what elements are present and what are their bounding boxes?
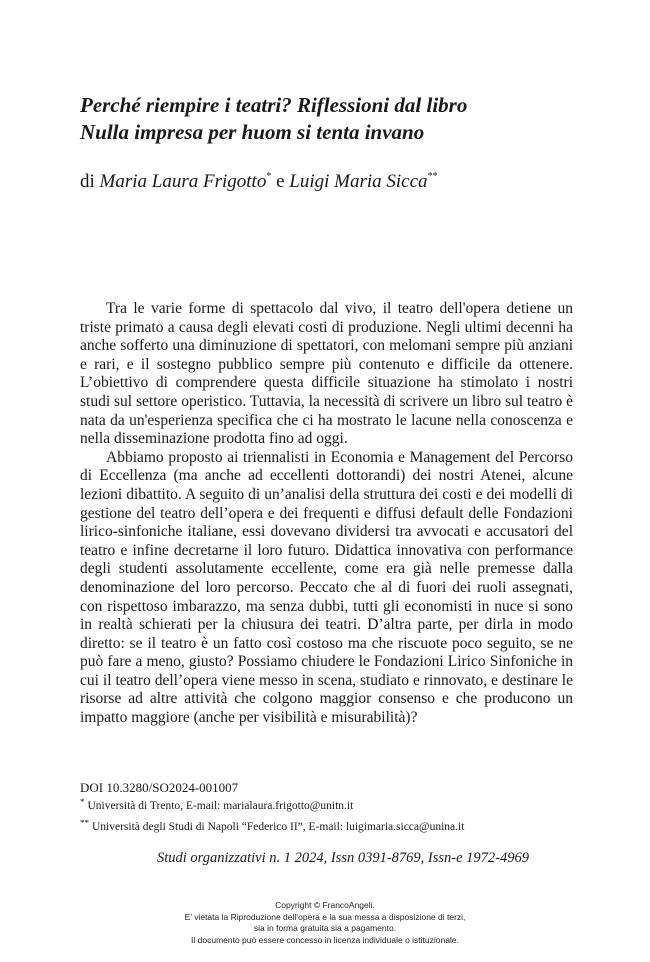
article-title [80, 92, 580, 146]
copyright-line-1: Copyright © FrancoAngeli. [275, 900, 375, 910]
author-line [80, 170, 600, 194]
footnote-1-mark: * [80, 797, 85, 807]
author-name-1: Maria Laura Frigotto [99, 171, 267, 192]
copyright-line-3: sia in forma gratuita sia a pagamento. [253, 923, 397, 933]
author-name-2: Luigi Maria Sicca [289, 171, 428, 192]
title-line-1: Perché riempire i teatri? Riflessioni dal libro [80, 93, 468, 117]
author-1-footnote-mark: * [266, 171, 272, 182]
author-2-footnote-mark: ** [427, 171, 438, 182]
and-label: e [276, 171, 285, 192]
footnote-2 [80, 820, 464, 834]
footnote-1-text: Università di Trento, E-mail: marialaura.frigotto@unitn.it [87, 800, 354, 812]
doi-line: DOI 10.3280/SO2024-001007 [80, 780, 239, 795]
by-label: di [80, 171, 95, 192]
footnote-1 [80, 799, 353, 813]
copyright-line-2: E’ vietata la Riproduzione dell’opera e la sua messa a disposizione di terzi, [184, 911, 466, 922]
footnote-2-mark: ** [80, 818, 89, 828]
body-text [80, 300, 573, 728]
body-paragraph-1: Tra le varie forme di spettacolo dal vivo, il teatro dell'opera detiene un triste primato a causa degli elevati costi di produzione. Negli ultimi decenni ha anche sofferto una diminuzione di spettatori, con melomani sempre più anziani e rari, e il sostegno pubblico sempre più contenuto e difficile da ottenere. L’obiettivo di comprendere questa difficile situazione ha stimolato i nostri studi sul settore operistico. Tuttavia, la necessità di scrivere un libro sul teatro è nata da un'esperienza specifica che ci ha mostrato le lacune nella conoscenza e nella disseminazione prodotta fino ad oggi. [80, 300, 573, 448]
copyright-notice [0, 900, 650, 946]
journal-citation: Studi organizzativi n. 1 2024, Issn 0391-8769, Issn-e 1972-4969 [156, 850, 530, 866]
body-paragraph-2: Abbiamo proposto ai triennalisti in Economia e Management del Percorso di Eccellenza (ma anche ad eccellenti dottorandi) dei nostri Atenei, alcune lezioni dibattito. A seguito di un’analisi della struttura dei costi e dei modelli di gestione del teatro dell’opera e dei frequenti e diffusi default delle Fondazioni lirico-sinfoniche italiane, essi dovevano dividersi tra avvocati e accusatori del teatro e infine decretarne il loro futuro. Didattica innovativa con performance degli studenti assolutamente eccellente, come era già nelle premesse dalla denominazione del loro percorso. Peccato che al di fuori dei ruoli assegnati, con rispettoso imbarazzo, ma senza dubbi, tutti gli economisti in nuce si sono in realtà schierati per la chiusura dei teatri. D’altra parte, per dirla in modo diretto: se il teatro è un fatto così costoso ma che riscuote poco seguito, se ne può fare a meno, giusto? Possiamo chiudere le Fondazioni Lirico Sinfoniche in cui il teatro dell’opera viene messo in scena, studiato e rinnovato, e destinare le risorse ad altre attività che colgono maggior consenso e che producono un impatto maggiore (anche per visibilità e misurabilità)? [80, 448, 573, 727]
footnote-2-text: Università degli Studi di Napoli “Federico II”, E-mail: luigimaria.sicca@unina.it [92, 821, 465, 833]
title-line-2: Nulla impresa per huom si tenta invano [80, 120, 425, 144]
copyright-line-4: Il documento può essere concesso in licenza individuale o istituzionale. [191, 934, 459, 945]
